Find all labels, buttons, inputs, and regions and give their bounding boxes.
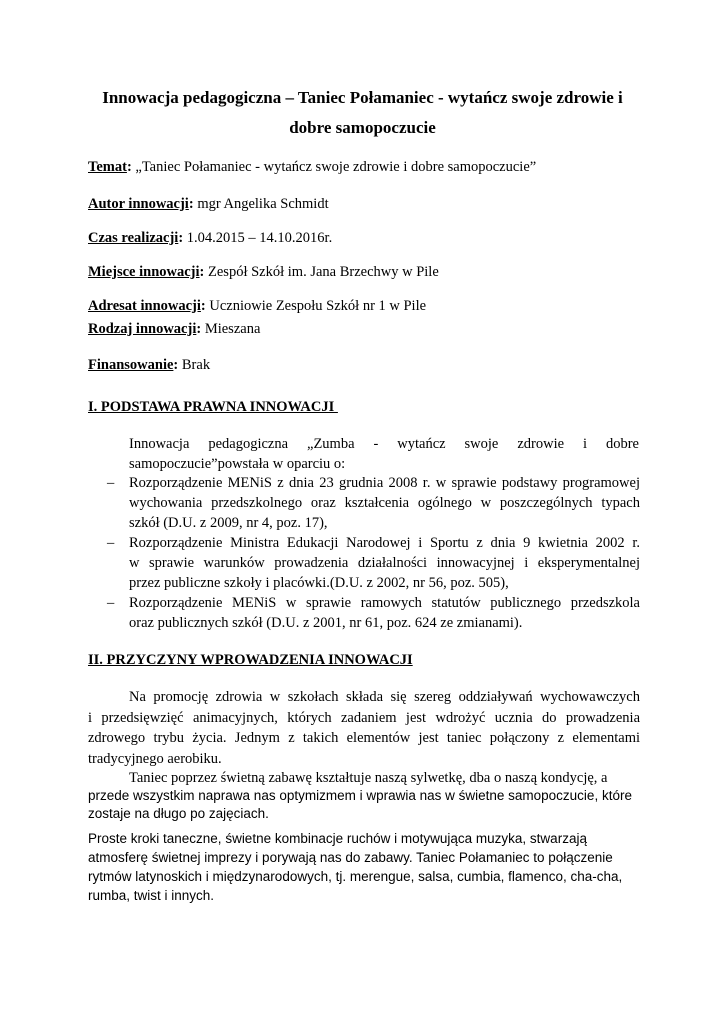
meta-value: mgr Angelika Schmidt <box>197 196 329 212</box>
section-2-paragraph-2 <box>88 769 648 823</box>
list-item-line: Rozporządzenie MENiS w sprawie ramowych statutów publicznego przedszkola <box>129 595 640 611</box>
paragraph-line: rytmów latynoskich i międzynarodowych, tj. merengue, salsa, cumbia, flamenco, cha-cha, <box>88 869 623 884</box>
list-item-line: Rozporządzenie Ministra Edukacji Narodowej i Sportu z dnia 9 kwietnia 2002 r. <box>129 535 640 551</box>
meta-rodzaj: Rodzaj innowacji: Mieszana <box>88 321 261 337</box>
document-title-line-1: Innowacja pedagogiczna – Taniec Połamaniec - wytańcz swoje zdrowie i <box>102 88 623 107</box>
paragraph-line: zdrowego trybu życia. Jednym z takich elementów jest taniec połączony z elementami <box>88 730 640 746</box>
paragraph-line: Taniec poprzez świetną zabawę kształtuje naszą sylwetkę, dba o naszą kondycję, a <box>129 770 608 786</box>
list-item-line: wychowania przedszkolnego oraz kształcenia ogólnego w poszczególnych typach <box>129 495 640 511</box>
meta-key: Temat <box>88 159 127 175</box>
list-item-line: szkół (D.U. z 2009, nr 4, poz. 17), <box>129 515 328 531</box>
bullet-dash: – <box>107 475 115 491</box>
intro-line: samopoczucie”powstała w oparciu o: <box>129 456 346 472</box>
meta-value: Zespół Szkół im. Jana Brzechwy w Pile <box>208 264 439 280</box>
meta-value: Mieszana <box>204 321 261 337</box>
section-2-heading: II. PRZYCZYNY WPROWADZENIA INNOWACJI <box>88 652 413 668</box>
meta-key: Czas realizacji <box>88 230 179 246</box>
paragraph-line: zostaje na długo po zajęciach. <box>88 806 269 821</box>
list-item-line: Rozporządzenie MENiS z dnia 23 grudnia 2008 r. w sprawie podstawy programowej <box>129 475 640 491</box>
bullet-dash: – <box>107 595 115 611</box>
paragraph-line: atmosferę świetnej imprezy i porywają nas do zabawy. Taniec Połamaniec to połączenie <box>88 850 613 865</box>
list-item-line: przez publiczne szkoły i placówki.(D.U. z 2002, nr 56, poz. 505), <box>129 575 509 591</box>
meta-key: Finansowanie <box>88 357 174 373</box>
meta-value: „Taniec Połamaniec - wytańcz swoje zdrowie i dobre samopoczucie” <box>135 159 537 175</box>
document-title-line-2: dobre samopoczucie <box>289 118 436 137</box>
meta-finansowanie: Finansowanie: Brak <box>88 357 211 373</box>
meta-value: Uczniowie Zespołu Szkół nr 1 w Pile <box>209 298 427 314</box>
meta-value: Brak <box>181 357 211 373</box>
meta-miejsce: Miejsce innowacji: Zespół Szkół im. Jana Brzechwy w Pile <box>88 264 439 280</box>
section-2-paragraph-1 <box>88 687 640 769</box>
section-1-intro <box>129 434 639 474</box>
paragraph-line: Proste kroki taneczne, świetne kombinacje ruchów i motywująca muzyka, stwarzają <box>88 831 587 846</box>
meta-czas: Czas realizacji: 1.04.2015 – 14.10.2016r. <box>88 230 333 246</box>
list-item <box>107 533 640 593</box>
section-2-paragraph-3 <box>88 829 648 905</box>
meta-adresat: Adresat innowacji: Uczniowie Zespołu Szkół nr 1 w Pile <box>88 298 427 314</box>
meta-key: Miejsce innowacji <box>88 264 200 280</box>
paragraph-line: przede wszystkim naprawa nas optymizmem i wprawia nas w świetne samopoczucie, które <box>88 788 632 803</box>
list-item <box>107 593 640 633</box>
list-item-line: w sprawie warunków prowadzenia działalności innowacyjnej i eksperymentalnej <box>129 555 640 571</box>
paragraph-line: Na promocję zdrowia w szkołach składa się szereg oddziaływań wychowawczych <box>129 689 640 705</box>
meta-temat: Temat: „Taniec Połamaniec - wytańcz swoje zdrowie i dobre samopoczucie” <box>88 159 537 175</box>
intro-line: Innowacja pedagogiczna „Zumba - wytańcz swoje zdrowie i dobre <box>129 436 639 452</box>
meta-key: Autor innowacji <box>88 196 189 212</box>
paragraph-line: i przedsięwzięć animacyjnych, których zadaniem jest wdrożyć ucznia do prowadzenia <box>88 709 640 726</box>
section-1-heading: I. PODSTAWA PRAWNA INNOWACJI <box>88 399 338 415</box>
paragraph-line: rumba, twist i innych. <box>88 888 215 903</box>
list-item-line: oraz publicznych szkół (D.U. z 2001, nr 61, poz. 624 ze zmianami). <box>129 615 523 631</box>
meta-key: Adresat innowacji <box>88 298 201 314</box>
meta-autor: Autor innowacji: mgr Angelika Schmidt <box>88 196 329 212</box>
list-item <box>107 473 640 533</box>
paragraph-line: tradycyjnego aerobiku. <box>88 750 222 767</box>
bullet-dash: – <box>107 535 115 551</box>
meta-key: Rodzaj innowacji <box>88 321 197 337</box>
meta-value: 1.04.2015 – 14.10.2016r. <box>186 230 333 246</box>
